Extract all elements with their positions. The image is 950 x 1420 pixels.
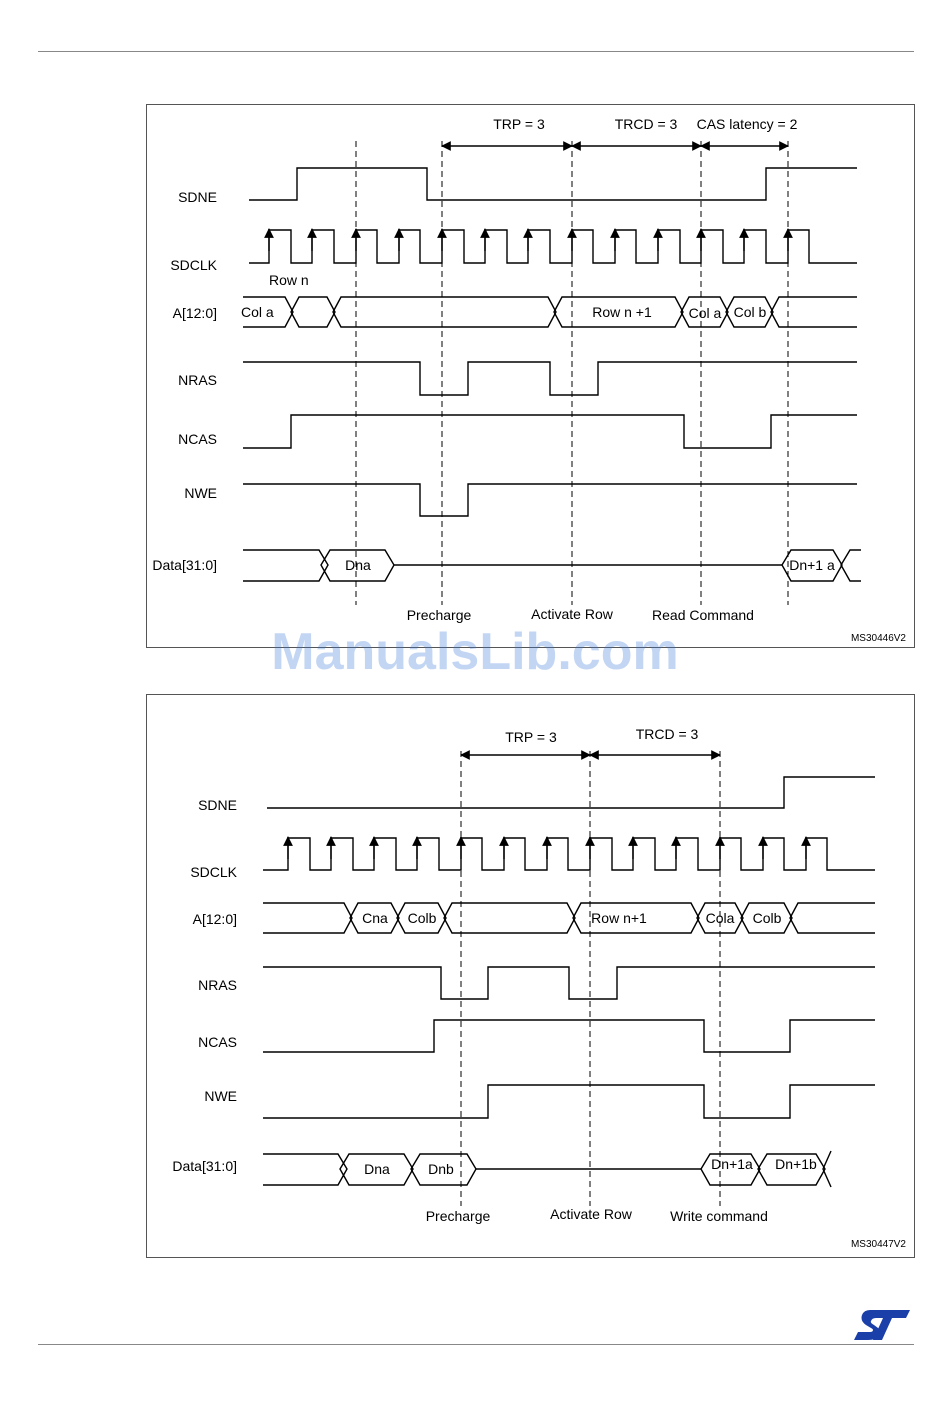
event-marker-lines (356, 141, 788, 605)
address-value-col-b: Col b (733, 304, 767, 320)
address-bus-waveform (263, 903, 875, 933)
address-value-colb: Colb (407, 910, 437, 926)
signal-label-data: Data[31:0] (172, 1158, 237, 1174)
signal-label-sdne: SDNE (178, 189, 217, 205)
ncas-waveform (263, 1020, 875, 1052)
signal-label-nwe: NWE (184, 485, 217, 501)
sdclk-rising-edge-arrows (288, 837, 806, 859)
trcd-label: TRCD = 3 (614, 116, 678, 132)
trp-label: TRP = 3 (505, 729, 557, 745)
event-marker-lines (461, 751, 720, 1206)
address-value-col-a-2: Col a (688, 305, 722, 321)
signal-label-nras: NRAS (178, 372, 217, 388)
address-value-colb-2: Colb (752, 910, 782, 926)
data-value-dn1b: Dn+1b (775, 1156, 817, 1172)
address-value-cola: Cola (705, 910, 735, 926)
ncas-waveform (243, 415, 857, 448)
footer-rule (38, 1344, 914, 1345)
event-precharge: Precharge (425, 1208, 491, 1224)
sdclk-waveform (249, 230, 857, 263)
signal-label-ncas: NCAS (178, 431, 217, 447)
figure-ref: MS30447V2 (850, 1239, 906, 1250)
address-value-cna: Cna (362, 910, 388, 926)
signal-label-nwe: NWE (204, 1088, 237, 1104)
sdclk-rising-edge-arrows (269, 229, 788, 251)
timing-diagram-write (146, 694, 915, 1258)
address-value-row-n: Row n (269, 272, 309, 288)
data-bus-waveform (243, 550, 861, 581)
trp-label: TRP = 3 (493, 116, 545, 132)
sdclk-waveform (263, 838, 875, 870)
signal-label-address: A[12:0] (172, 305, 217, 321)
signal-label-nras: NRAS (198, 977, 237, 993)
address-value-row-n1: Row n +1 (592, 304, 652, 320)
st-logo-icon (852, 1308, 912, 1342)
signal-label-data: Data[31:0] (152, 557, 217, 573)
address-value-row-n1: Row n+1 (591, 910, 647, 926)
signal-label-sdclk: SDCLK (190, 864, 237, 880)
signal-label-ncas: NCAS (198, 1034, 237, 1050)
cas-latency-label: CAS latency = 2 (696, 116, 798, 132)
timing-diagram-read (146, 104, 915, 648)
event-precharge: Precharge (406, 607, 472, 623)
figure-ref: MS30446V2 (850, 633, 906, 644)
event-activate-row: Activate Row (550, 1206, 632, 1222)
address-value-col-a: Col a (241, 304, 274, 320)
sdne-waveform (249, 168, 857, 200)
data-value-dna: Dna (345, 557, 371, 573)
signal-label-sdclk: SDCLK (170, 257, 217, 273)
data-value-dn1a: Dn+1a (711, 1156, 753, 1172)
timing-diagram-read-svg (147, 105, 914, 647)
data-value-dnb: Dnb (428, 1161, 454, 1177)
nwe-waveform (243, 484, 857, 516)
nras-waveform (263, 967, 875, 999)
timing-diagram-write-svg (147, 695, 914, 1257)
watermark: ManualsLib.com (271, 623, 679, 681)
header-rule (38, 51, 914, 52)
sdne-waveform (267, 777, 875, 808)
signal-label-sdne: SDNE (198, 797, 237, 813)
nras-waveform (243, 362, 857, 395)
event-read-command: Read Command (652, 607, 754, 623)
event-activate-row: Activate Row (531, 606, 613, 622)
signal-label-address: A[12:0] (192, 911, 237, 927)
trcd-label: TRCD = 3 (635, 726, 699, 742)
event-write-command: Write command (670, 1208, 768, 1224)
data-value-dna: Dna (364, 1161, 390, 1177)
data-value-dn1a: Dn+1 a (789, 557, 835, 573)
nwe-waveform (263, 1085, 875, 1118)
